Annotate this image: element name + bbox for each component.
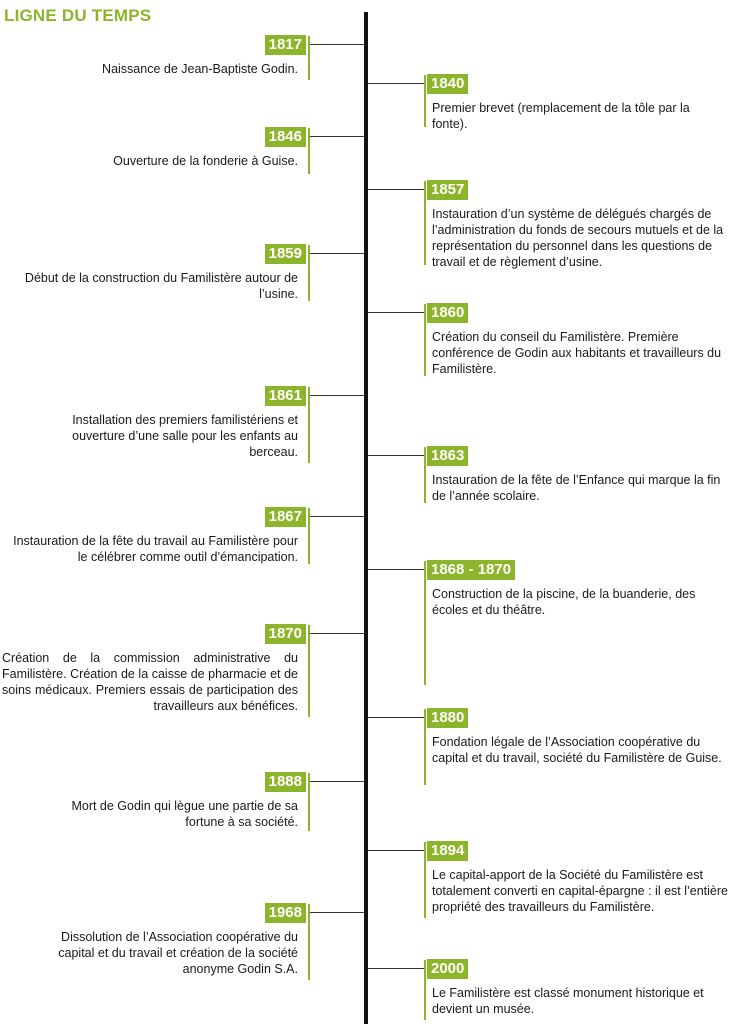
- event-description: Mort de Godin qui lègue une partie de sa fortune à sa société.: [71, 799, 298, 829]
- event-connector: [368, 569, 424, 570]
- event-accent-bar: [424, 447, 426, 503]
- event-connector: [310, 781, 364, 782]
- event-accent-bar: [424, 960, 426, 1020]
- event-description: Naissance de Jean-Baptiste Godin.: [102, 62, 298, 76]
- event-description: Création du conseil du Familistère. Première conférence de Godin aux habitants et travailleurs du Familistère.: [432, 330, 722, 376]
- event-accent-bar: [424, 842, 426, 918]
- event-year-badge: 1888: [265, 772, 306, 792]
- event-connector: [368, 189, 424, 190]
- event-connector: [310, 912, 364, 913]
- event-description: Création de la commission administrative du Familistère. Création de la caisse de pharmacie et de soins médicaux. Premiers essais de participation des travailleurs aux bénéfices.: [2, 651, 298, 713]
- event-connector: [310, 395, 364, 396]
- event-year-badge: 1867: [265, 507, 306, 527]
- event-accent-bar: [308, 904, 310, 980]
- event-connector: [368, 312, 424, 313]
- event-accent-bar: [308, 387, 310, 463]
- event-description: Dissolution de l’Association coopérative du capital et du travail et création de la société anonyme Godin S.A.: [58, 930, 298, 976]
- event-year-badge: 1863: [427, 446, 468, 466]
- event-description: Fondation légale de l’Association coopérative du capital et du travail, société du Familistère de Guise.: [432, 735, 722, 765]
- event-year-badge: 1880: [427, 708, 468, 728]
- event-description: Instauration de la fête du travail au Familistère pour le célébrer comme outil d’émancipation.: [13, 534, 298, 564]
- event-connector: [310, 516, 364, 517]
- event-accent-bar: [424, 304, 426, 376]
- event-year-badge: 1861: [265, 386, 306, 406]
- event-year-badge: 1857: [427, 180, 468, 200]
- event-description: Le capital-apport de la Société du Familistère est totalement converti en capital-épargne : il est l’entière propriété des travailleurs du Familistère.: [432, 868, 728, 914]
- event-accent-bar: [308, 36, 310, 80]
- event-accent-bar: [424, 561, 426, 685]
- event-accent-bar: [424, 75, 426, 127]
- event-year-badge: 1817: [265, 35, 306, 55]
- event-accent-bar: [308, 625, 310, 717]
- event-year-badge: 1859: [265, 244, 306, 264]
- event-description: Instauration de la fête de l’Enfance qui marque la fin de l’année scolaire.: [432, 473, 721, 503]
- event-year-badge: 1894: [427, 841, 468, 861]
- event-connector: [310, 136, 364, 137]
- event-year-badge: 1840: [427, 74, 468, 94]
- event-connector: [310, 253, 364, 254]
- event-accent-bar: [308, 128, 310, 174]
- timeline-axis: [364, 12, 368, 1024]
- event-description: Instauration d’un système de délégués chargés de l’administration du fonds de secours mutuels et de la représentation du personnel dans les questions de travail et de règlement d’usine.: [432, 207, 724, 269]
- event-description: Début de la construction du Familistère autour de l’usine.: [24, 271, 298, 301]
- event-description: Premier brevet (remplacement de la tôle par la fonte).: [432, 101, 690, 131]
- event-year-badge: 1860: [427, 303, 468, 323]
- event-description: Le Familistère est classé monument historique et devient un musée.: [432, 986, 704, 1016]
- event-connector: [310, 44, 364, 45]
- event-accent-bar: [424, 709, 426, 785]
- event-connector: [368, 83, 424, 84]
- event-year-badge: 1868 - 1870: [427, 560, 515, 580]
- event-description: Ouverture de la fonderie à Guise.: [113, 154, 298, 168]
- page-title: LIGNE DU TEMPS: [4, 6, 152, 25]
- event-connector: [368, 717, 424, 718]
- event-description: Installation des premiers familistériens et ouverture d’une salle pour les enfants au berceau.: [72, 413, 298, 459]
- event-year-badge: 2000: [427, 959, 468, 979]
- event-connector: [368, 850, 424, 851]
- event-year-badge: 1968: [265, 903, 306, 923]
- event-year-badge: 1870: [265, 624, 306, 644]
- event-connector: [310, 633, 364, 634]
- event-year-badge: 1846: [265, 127, 306, 147]
- event-description: Construction de la piscine, de la buanderie, des écoles et du théâtre.: [432, 587, 696, 617]
- event-connector: [368, 968, 424, 969]
- event-connector: [368, 455, 424, 456]
- event-accent-bar: [424, 181, 426, 265]
